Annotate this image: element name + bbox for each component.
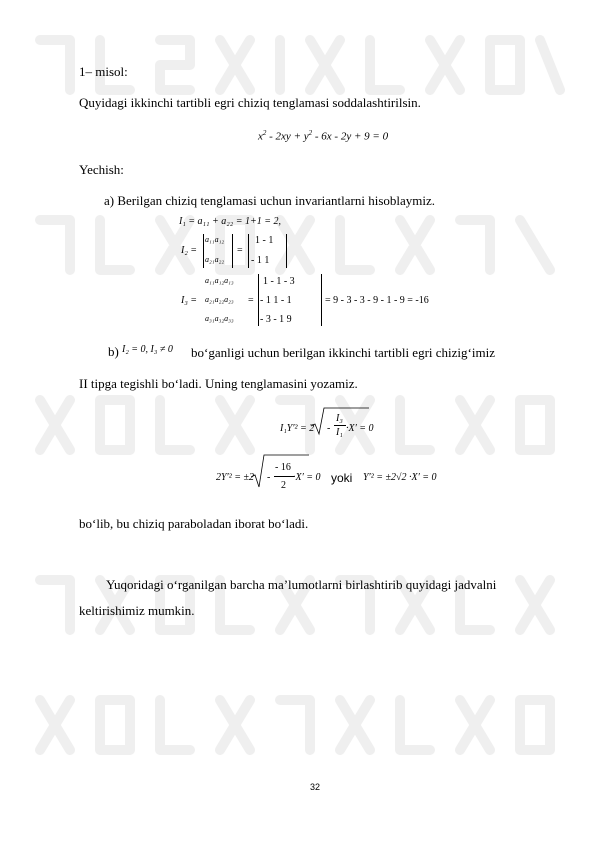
canonical-tail: ·X′ = 0 xyxy=(346,423,374,434)
yoki-word: yoki xyxy=(331,471,353,485)
i2-eq: = xyxy=(237,245,243,256)
solution-label: Yechish: xyxy=(79,162,124,177)
i3-num-row3: - 3 - 1 9 xyxy=(260,314,292,325)
i2-left-bar-2 xyxy=(232,234,233,268)
invariant-i3-lhs: I₃ = xyxy=(181,295,198,306)
step-b-text: boʻganligi uchun berilgan ikkinchi tartibli egri chizigʻimiz xyxy=(191,345,495,360)
step-b-label: b) xyxy=(108,344,119,359)
summary-line-2: keltirishimiz mumkin. xyxy=(79,603,195,618)
step-b-condition: I₂ = 0, I₃ ≠ 0 xyxy=(122,344,173,355)
problem-statement: Quyidagi ikkinchi tartibli egri chiziq tenglamasi soddalashtirilsin. xyxy=(79,95,421,110)
substituted-minus: - xyxy=(267,472,271,483)
substituted-numerator: - 16 xyxy=(275,462,291,473)
substituted-fraction-bar xyxy=(274,476,294,477)
i3-sym-row3: a₃₁a₃₂a₃₃ xyxy=(205,314,234,323)
i2-num-row2: - 1 1 xyxy=(251,255,270,266)
i3-num-row1: 1 - 1 - 3 xyxy=(263,276,295,287)
i2-sym-row2: a₂₁a₂₂ xyxy=(205,255,225,264)
i3-result: = 9 - 3 - 3 - 9 - 1 - 9 = -16 xyxy=(325,295,429,306)
canonical-numerator: I₃ xyxy=(336,413,343,424)
i3-num-row2: - 1 1 - 1 xyxy=(260,295,292,306)
simplified-equation: Y′² = ±2√2 ·X′ = 0 xyxy=(363,472,437,483)
page-number: 32 xyxy=(310,782,321,792)
canonical-minus: - xyxy=(327,423,331,434)
substituted-lhs: 2Y′² = ±2 xyxy=(216,472,254,483)
invariant-i2-lhs: I₂ = xyxy=(181,245,198,256)
main-equation: $x^2 - 2xy + y^2 - 6x - 2y + 9 = 0$ xyxy=(258,129,389,143)
i2-left-bar-1 xyxy=(203,234,204,268)
i2-num-bar-right xyxy=(286,234,287,268)
i3-sym-row2: a₂₁a₂₂a₂₃ xyxy=(205,295,234,304)
summary-line-1: Yuqoridagi oʻrganilgan barcha ma’lumotlarni birlashtirib quyidagi jadvalni xyxy=(106,577,497,592)
i2-sym-row1: a₁₁a₁₂ xyxy=(205,235,225,244)
i3-num-bar-right xyxy=(321,274,322,326)
substituted-tail: ·X′ = 0 xyxy=(293,472,321,483)
step-a-text: a) Berilgan chiziq tenglamasi uchun invariantlarni hisoblaymiz. xyxy=(104,193,436,208)
invariant-i1: I₁ = a₁₁ + a₂₂ = 1+1 = 2, xyxy=(179,216,281,227)
i3-eq: = xyxy=(248,295,254,306)
canonical-denominator: I₁ xyxy=(336,427,343,438)
example-heading: 1– misol: xyxy=(79,64,128,79)
canonical-lhs: I₁Y′² = 2 xyxy=(280,423,315,434)
step-b-text-cont: II tipga tegishli boʻladi. Uning tenglamasini yozamiz. xyxy=(79,376,358,391)
i3-sym-row1: a₁₁a₁₂a₁₃ xyxy=(205,276,234,285)
canonical-fraction-bar xyxy=(334,425,346,426)
i3-num-bar-left xyxy=(258,274,259,326)
i2-num-bar-left xyxy=(248,234,249,268)
conclusion-text: boʻlib, bu chiziq paraboladan iborat boʻladi. xyxy=(79,516,309,531)
i2-num-row1: 1 - 1 xyxy=(255,235,274,246)
substituted-denominator: 2 xyxy=(281,480,286,491)
